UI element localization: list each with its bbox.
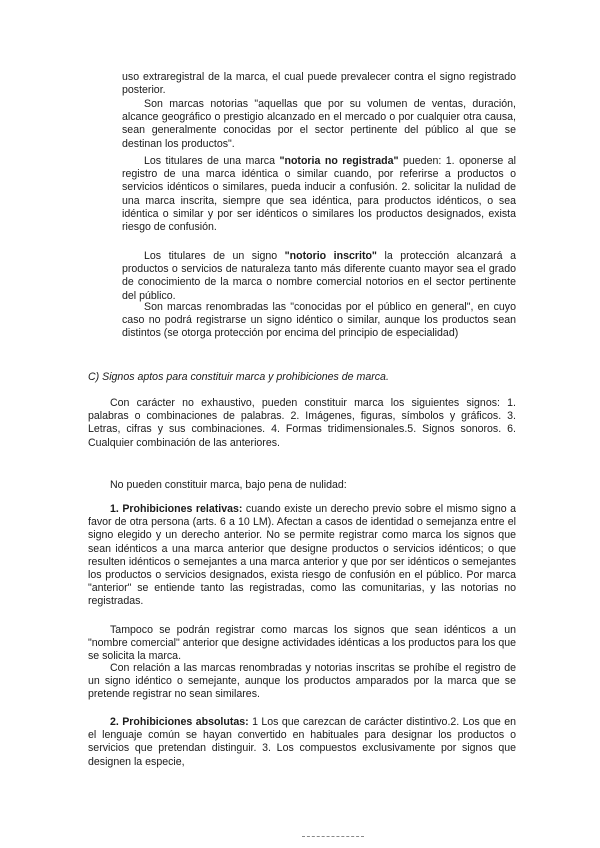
bold-term-prohibiciones-relativas: 1. Prohibiciones relativas: [110, 503, 243, 515]
paragraph-signos-aptos: Con carácter no exhaustivo, pueden constituir marca los siguientes signos: 1. palabras o combinaciones de palabras. 2. Imágenes, figuras, símbolos y gráficos. 3. Letras, cifras y sus combinaciones. 4. Formas tridimensionales.5. Signos sonoros. 6. Cualquier combinación de las anteriores. [88, 397, 516, 449]
paragraph-no-pueden-constituir: No pueden constituir marca, bajo pena de nulidad: [110, 479, 347, 491]
text-run: 1 Los que carezcan de carácter distintivo.2. Los que en el lenguaje común se hayan convertido en habituales para designar los productos o servicios que pretendan distinguir. 3. Los compuestos exclusivamente por signos que designen la especie, [88, 716, 516, 768]
text-run: cuando existe un derecho previo sobre el mismo signo a favor de otra persona (arts. 6 a 10 LM). Afectan a casos de identidad o semejanza entre el signo elegido y un derecho anterior. No se permite registrar como marca los signos que sean idénticos a una marca anterior que designe productos o servicios idénticos; o que resulten idénticos o semejantes a una marca anterior y que por ser idénticos o semejantes los productos o servicios designados, exista riesgo de confusión en el público. Por marca "anterior" se entiende tanto las registradas, como las comunitarias, y las notorias no registradas. [88, 503, 516, 608]
paragraph-notorio-inscrito [122, 250, 516, 303]
bold-term-notorio-inscrito: "notorio inscrito" [284, 250, 377, 262]
text-run: la protección alcanzará a productos o servicios de naturaleza tanto más diferente cuanto mayor sea el grado de conocimiento de la marca o nombre comercial notorios en el sector pertinente del público. [122, 250, 516, 302]
paragraph-marcas-renombradas: Son marcas renombradas las "conocidas por el público en general", en cuyo caso no podrá registrarse un signo idéntico o similar, aunque los productos sean distintos (se otorga protección por encima del principio de especialidad) [122, 301, 516, 340]
paragraph-nombre-comercial: Tampoco se podrán registrar como marcas los signos que sean idénticos a un "nombre comercial" anterior que designe actividades idénticas a los productos para los que se solicita la marca. [88, 624, 516, 663]
paragraph-prohibiciones-absolutas [88, 716, 516, 769]
text-run: pueden: 1. oponerse al registro de una marca idéntica o similar cuando, por referirse a productos o servicios idénticos o similares, pueda inducir a confusión. 2. solicitar la nulidad de una marca inscrita, siempre que sea idéntica, para productos idénticos, o sea idéntica o similar y por ser idénticos o similares los productos designados, exista riesgo de confusión. [122, 155, 516, 234]
section-heading: C) Signos aptos para constituir marca y prohibiciones de marca. [88, 371, 389, 383]
bold-term-notoria-no-registrada: "notoria no registrada" [279, 155, 399, 167]
paragraph-notoria-no-registrada [122, 155, 516, 234]
footer-rule [302, 836, 364, 837]
paragraph-registro-extraregistral: uso extraregistral de la marca, el cual puede prevalecer contra el signo registrado posterior. [122, 71, 516, 97]
paragraph-marcas-notorias: Son marcas notorias "aquellas que por su volumen de ventas, duración, alcance geográfico o prestigio alcanzado en el mercado o por cualquier otra causa, sean generalmente conocidas por el sector pertinente del público al que se destinan los productos". [122, 98, 516, 150]
paragraph-renombradas-notorias-inscritas: Con relación a las marcas renombradas y notorias inscritas se prohíbe el registro de un signo idéntico o semejante, aunque los productos amparados por la marca que se pretende registrar no sean similares. [88, 662, 516, 701]
paragraph-prohibiciones-relativas [88, 503, 516, 609]
text-run: Los titulares de un signo [144, 250, 285, 262]
text-run: Los titulares de una marca [144, 155, 280, 167]
bold-term-prohibiciones-absolutas: 2. Prohibiciones absolutas: [110, 716, 249, 728]
